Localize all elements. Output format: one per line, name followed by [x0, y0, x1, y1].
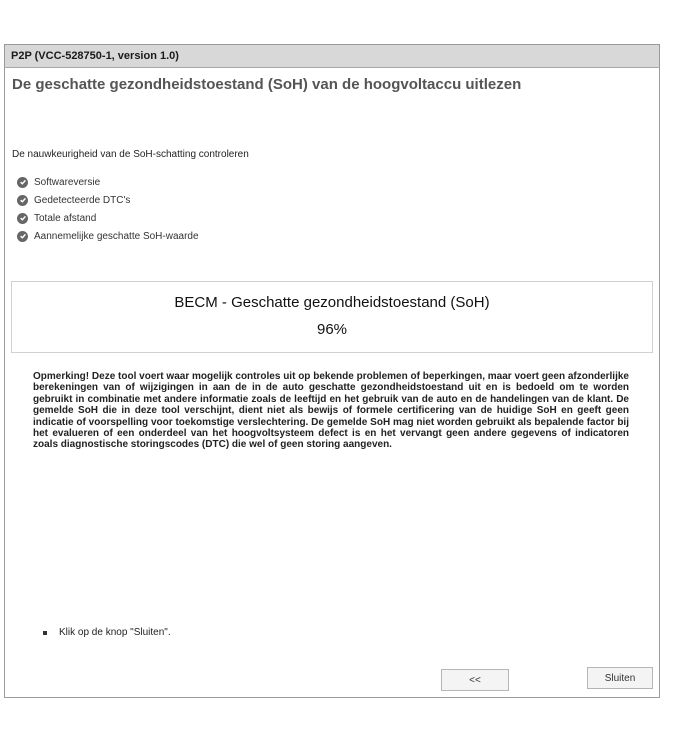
close-button[interactable]: Sluiten: [587, 667, 653, 689]
check-list: [17, 173, 199, 245]
disclaimer-note: Opmerking! Deze tool voert waar mogelijk controles uit op bekende problemen of beperkingen, maar voert geen afzonderlijke berekeningen van of wijzigingen in aan de in de auto geschatte gezondheidstoestand uit en is bedoeld om te worden gebruikt in combinatie met andere informatie zoals de leeftijd en het gebruik van de auto en de handelingen van de klant. De gemelde SoH die in deze tool verschijnt, dient niet als bewijs of formele certificering van de huidige SoH en geeft geen indicatie of voorspelling voor toekomstige verslechtering. De gemelde SoH mag niet worden gebruikt als bepalende factor bij het evalueren of een onderdeel van het hoogvoltsysteem defect is en het vervangt geen andere gegevens of indicatoren zoals diagnostische storingscodes (DTC) die wel of geen storing aangeven.: [33, 371, 629, 451]
check-item-dtcs: [17, 191, 199, 209]
check-item-label: Gedetecteerde DTC's: [34, 194, 131, 206]
page-title: De geschatte gezondheidstoestand (SoH) van de hoogvoltaccu uitlezen: [12, 76, 522, 93]
check-item-label: Totale afstand: [34, 212, 97, 224]
instruction-item: [43, 627, 171, 638]
square-bullet-icon: [43, 631, 47, 635]
check-circle-icon: [17, 213, 28, 224]
window-title: P2P (VCC-528750-1, version 1.0): [11, 50, 179, 62]
window-titlebar: [5, 45, 659, 68]
instruction-text: Klik op de knop "Sluiten".: [59, 627, 171, 638]
check-item-software-version: [17, 173, 199, 191]
check-item-label: Aannemelijke geschatte SoH-waarde: [34, 230, 199, 242]
dialog-window: [4, 44, 660, 698]
checks-label: De nauwkeurigheid van de SoH-schatting controleren: [12, 149, 249, 160]
check-item-soh-value: [17, 227, 199, 245]
soh-result-box: [11, 281, 653, 353]
check-circle-icon: [17, 177, 28, 188]
soh-result-title: BECM - Geschatte gezondheidstoestand (SoH): [174, 294, 490, 311]
check-circle-icon: [17, 195, 28, 206]
check-item-label: Softwareversie: [34, 176, 101, 188]
check-item-total-distance: [17, 209, 199, 227]
soh-result-value: 96%: [316, 321, 348, 338]
check-circle-icon: [17, 231, 28, 242]
back-button[interactable]: <<: [441, 669, 509, 691]
